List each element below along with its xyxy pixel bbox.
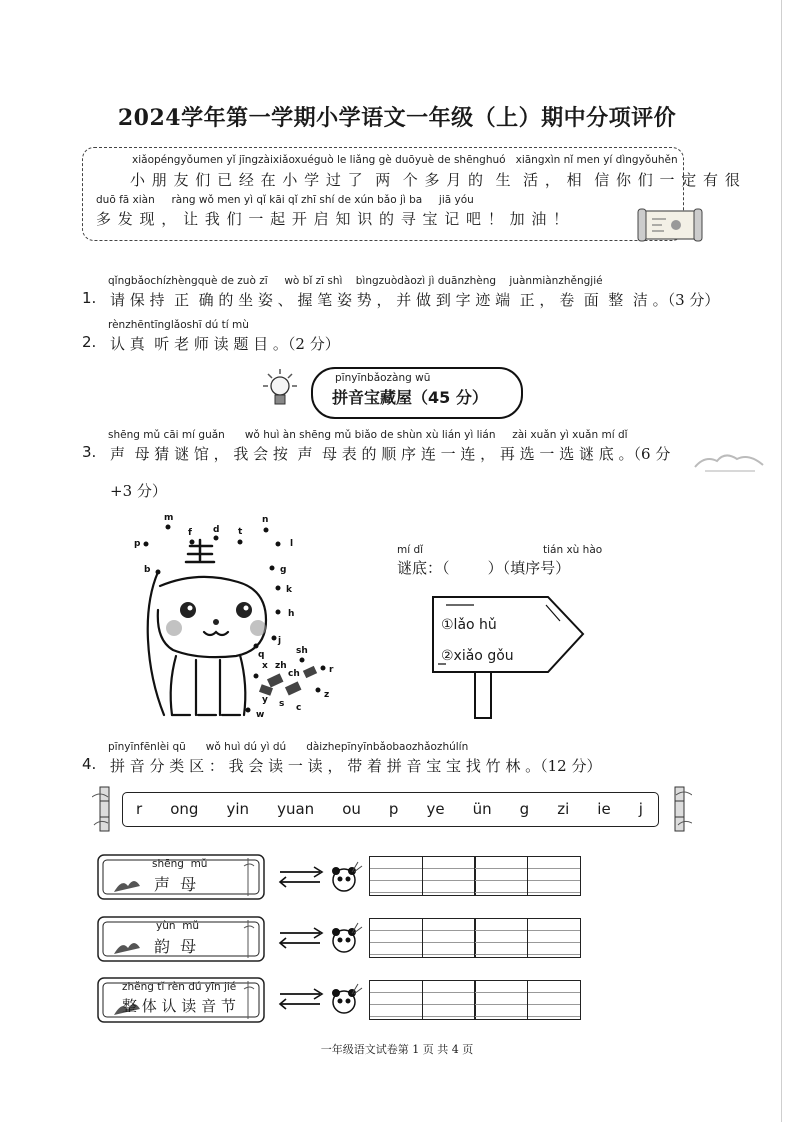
q3-text-continued: +3 分） bbox=[110, 482, 167, 500]
riddle-pinyin-right: tián xù hào bbox=[543, 544, 603, 556]
q2-number: 2. bbox=[82, 333, 97, 351]
double-arrow-panda-icon bbox=[278, 919, 368, 959]
pinyin-letter: yuan bbox=[277, 800, 315, 818]
cat-dot-puzzle bbox=[128, 510, 348, 725]
answer-cell[interactable] bbox=[527, 856, 581, 896]
category-label: 韵 母 bbox=[154, 937, 197, 956]
dot-label: m bbox=[164, 513, 174, 523]
riddle-pinyin-left: mí dǐ bbox=[397, 544, 424, 556]
answer-cell[interactable] bbox=[422, 980, 476, 1020]
pinyin-letter-list bbox=[122, 800, 657, 818]
cloud-icon bbox=[690, 445, 770, 475]
answer-cell[interactable] bbox=[527, 918, 581, 958]
q4-number: 4. bbox=[82, 755, 97, 773]
dot-label: g bbox=[280, 565, 287, 575]
q4-pinyin: pīnyīnfēnlèi qū wǒ huì dú yì dú dàizhepīnyīnbǎobaozhǎozhúlín bbox=[108, 741, 469, 753]
pinyin-letter: ou bbox=[342, 800, 361, 818]
dot-label: k bbox=[286, 585, 292, 595]
answer-grid-finals[interactable] bbox=[369, 918, 579, 958]
dot-label: j bbox=[278, 636, 282, 646]
pinyin-letter: r bbox=[136, 800, 143, 818]
answer-cell[interactable] bbox=[369, 918, 423, 958]
category-pinyin: zhěng tǐ rèn dú yīn jié bbox=[122, 981, 237, 993]
lightbulb-icon bbox=[260, 368, 300, 413]
dot-label: ch bbox=[288, 669, 300, 679]
riddle-option-1: ①lǎo hǔ bbox=[441, 617, 497, 633]
dot-label: h bbox=[288, 609, 295, 619]
dot-label: n bbox=[262, 515, 269, 525]
q1-pinyin: qǐngbǎochízhèngquè de zuò zī wò bǐ zī shì bìngzuòdàozì jì duānzhèng juànmiànzhěngjié bbox=[108, 275, 603, 287]
riddle-answer-prompt: 谜底：（ ）（填序号） bbox=[397, 559, 571, 577]
pinyin-letter: zi bbox=[557, 800, 570, 818]
pinyin-letter: yin bbox=[226, 800, 250, 818]
answer-cell[interactable] bbox=[422, 856, 476, 896]
dot-label: p bbox=[134, 539, 141, 549]
dot-label: z bbox=[324, 690, 330, 700]
q4-text: 拼 音 分 类 区 ： 我 会 读 一 读 ， 带 着 拼 音 宝 宝 找 竹 林 。（12 分） bbox=[110, 757, 602, 775]
answer-cell[interactable] bbox=[369, 856, 423, 896]
dot-label: d bbox=[213, 525, 220, 535]
page-title: 2024学年第一学期小学语文一年级（上）期中分项评价 bbox=[117, 105, 677, 131]
dot-label: sh bbox=[296, 646, 308, 656]
intro-pinyin-line-1: xiǎopéngyǒumen yǐ jīngzàixiǎoxuéguò le liǎng gè duōyuè de shēnghuó xiāngxìn nǐ men yí dìngyǒuhěn bbox=[132, 154, 678, 166]
dot-label: l bbox=[290, 539, 294, 549]
dot-label: t bbox=[238, 527, 243, 537]
intro-text-line-1: 小 朋 友 们 已 经 在 小 学 过 了 两 个 多 月 的 生 活 ， 相 信 你 们 一 定 有 很 bbox=[130, 171, 741, 189]
answer-cell[interactable] bbox=[474, 980, 528, 1020]
pinyin-letter: ye bbox=[426, 800, 445, 818]
section-label: 拼音宝藏屋（45 分） bbox=[332, 388, 488, 407]
intro-text-line-2: 多 发 现 ， 让 我 们 一 起 开 启 知 识 的 寻 宝 记 吧 ！ 加 油 ！ bbox=[96, 210, 570, 228]
pinyin-letter: ie bbox=[597, 800, 611, 818]
category-pinyin: yùn mǔ bbox=[156, 920, 200, 932]
q1-number: 1. bbox=[82, 289, 97, 307]
answer-grid-whole-syllables[interactable] bbox=[369, 980, 579, 1020]
pinyin-letter: j bbox=[638, 800, 643, 818]
dot-label: s bbox=[279, 699, 285, 709]
dot-label: r bbox=[329, 665, 334, 675]
pinyin-letter: p bbox=[388, 800, 399, 818]
dot-label: c bbox=[296, 703, 302, 713]
answer-cell[interactable] bbox=[369, 980, 423, 1020]
dot-label: w bbox=[256, 710, 265, 720]
q2-pinyin: rènzhēntīnglǎoshī dú tí mù bbox=[108, 319, 249, 331]
page-footer: 一年级语文试卷第 1 页 共 4 页 bbox=[320, 1043, 474, 1056]
category-pinyin: shēng mǔ bbox=[152, 858, 208, 870]
dot-label: b bbox=[144, 565, 151, 575]
q1-text: 请 保 持 正 确 的 坐 姿 、 握 笔 姿 势 ， 并 做 到 字 迹 端 正 ， 卷 面 整 洁 。（3 分） bbox=[110, 291, 720, 309]
dot-label: y bbox=[262, 695, 268, 705]
category-label: 整 体 认 读 音 节 bbox=[122, 997, 236, 1015]
q3-number: 3. bbox=[82, 443, 97, 461]
double-arrow-panda-icon bbox=[278, 980, 368, 1020]
answer-grid-initials[interactable] bbox=[369, 856, 579, 896]
answer-cell[interactable] bbox=[527, 980, 581, 1020]
double-arrow-panda-icon bbox=[278, 858, 368, 898]
scroll-icon bbox=[636, 205, 704, 245]
dot-label: x bbox=[262, 661, 268, 671]
answer-cell[interactable] bbox=[474, 856, 528, 896]
q3-pinyin: shēng mǔ cāi mí guǎn wǒ huì àn shēng mǔ biǎo de shùn xù lián yì lián zài xuǎn yì xuǎn mí dǐ bbox=[108, 429, 628, 441]
page-edge bbox=[781, 0, 782, 1122]
dot-label: q bbox=[258, 650, 265, 660]
q3-text: 声 母 猜 谜 馆 ， 我 会 按 声 母 表 的 顺 序 连 一 连 ， 再 选 一 选 谜 底 。（6 分 bbox=[110, 445, 671, 463]
pinyin-letter: ün bbox=[472, 800, 492, 818]
pinyin-letter: g bbox=[519, 800, 530, 818]
category-label: 声 母 bbox=[154, 875, 197, 894]
dot-label: zh bbox=[275, 661, 287, 671]
answer-cell[interactable] bbox=[474, 918, 528, 958]
intro-pinyin-line-2: duō fā xiàn ràng wǒ men yì qǐ kāi qǐ zhī shí de xún bǎo jì ba jiā yóu bbox=[96, 194, 474, 206]
riddle-option-2: ②xiǎo gǒu bbox=[441, 648, 514, 664]
pinyin-letter: ong bbox=[170, 800, 199, 818]
dot-label: f bbox=[188, 528, 192, 538]
section-pinyin: pīnyīnbǎozàng wū bbox=[335, 372, 431, 384]
q2-text: 认 真 听 老 师 读 题 目 。（2 分） bbox=[110, 335, 340, 353]
answer-cell[interactable] bbox=[422, 918, 476, 958]
